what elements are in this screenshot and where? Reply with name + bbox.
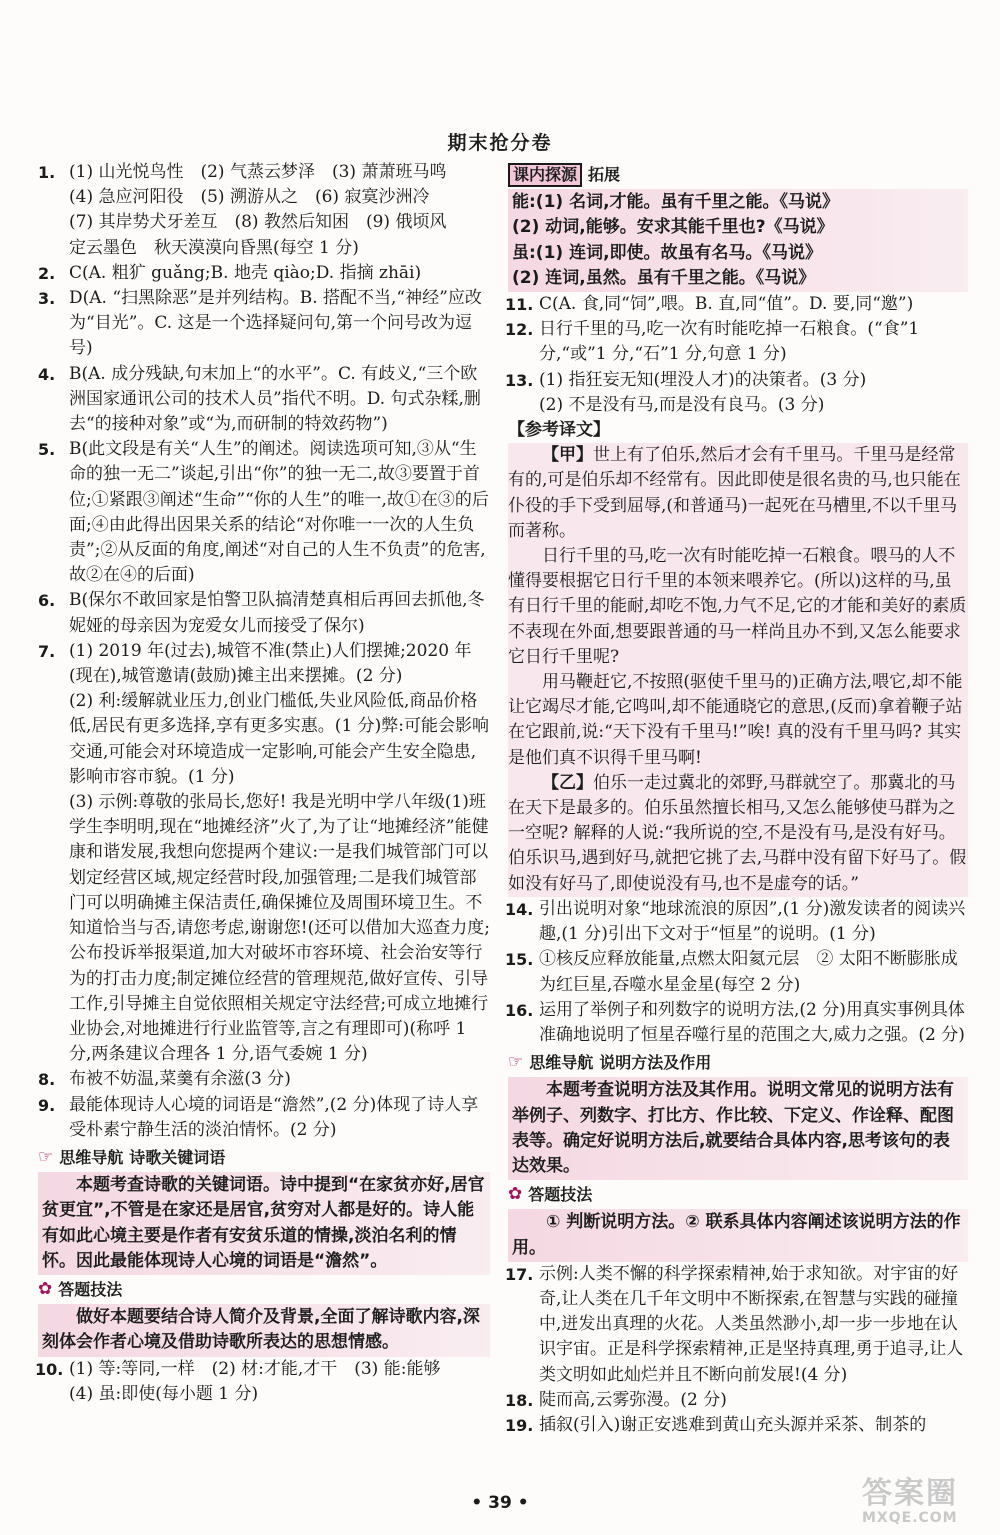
translation-yi-1	[508, 771, 968, 897]
question-number: 16.	[505, 1000, 534, 1020]
page-title: 期末抢分卷	[447, 132, 553, 154]
question-4	[38, 362, 490, 438]
question-number: 14.	[505, 899, 534, 919]
extension-line: 能:(1) 名词,才能。虽有千里之能。《马说》	[512, 192, 840, 213]
thinking-nav-heading	[38, 1145, 490, 1170]
key-icon: ✿	[508, 1184, 523, 1205]
question-16	[505, 998, 968, 1048]
answer-text: ①核反应释放能量,点燃太阳氦元层 ② 太阳不断膨胀成为红巨星,吞噬水星金星(每空 2 分)	[539, 949, 958, 995]
question-number: 3.	[38, 289, 56, 309]
question-3	[38, 286, 490, 362]
answer-tip-text: ① 判断说明方法。② 联系具体内容阐述该说明方法的作用。	[508, 1209, 968, 1261]
question-number: 10.	[35, 1359, 64, 1379]
extension-tag: 课内探源	[508, 163, 582, 187]
left-column	[35, 160, 490, 1407]
yi-tag: 【乙】	[542, 772, 593, 793]
extension-heading	[508, 162, 968, 187]
answer-line: (4) 虽:即使(每小题 1 分)	[69, 1383, 259, 1404]
answer-tip-label: 答题技法	[58, 1279, 123, 1299]
key-icon: ✿	[38, 1278, 53, 1299]
answer-text: 插叙(引入)谢正安逃难到黄山充头源并采茶、制茶的	[539, 1414, 927, 1435]
question-11	[505, 292, 968, 317]
answer-tip-text: 做好本题要结合诗人简介及背景,全面了解诗歌内容,深刻体会作者心境及借助诗歌所表达的思想情感。	[38, 1304, 490, 1356]
question-number: 11.	[505, 295, 534, 315]
watermark-logo	[862, 1478, 990, 1528]
extension-content	[508, 189, 968, 292]
answer-text: 日行千里的马,吃一次有时能吃掉一石粮食。(“食”1 分,“或”1 分,“石”1 分,句意 1 分)	[539, 319, 920, 365]
question-number: 8.	[38, 1070, 56, 1090]
answer-text: 最能体现诗人心境的词语是“澹然”,(2 分)体现了诗人享受朴素宁静生活的淡泊情怀。(2 分)	[69, 1094, 479, 1140]
reference-translation	[508, 418, 968, 897]
answer-tip-label: 答题技法	[528, 1185, 593, 1205]
question-number: 7.	[38, 641, 56, 661]
answer-line: (1) 山光悦鸟性 (2) 气蒸云梦泽 (3) 萧萧班马鸣	[69, 162, 447, 182]
extension-line: (2) 动词,能够。安求其能千里也?《马说》	[512, 217, 834, 238]
answer-text: 示例:人类不懈的科学探索精神,始于求知欲。对宇宙的好奇,让人类在几千年文明中不断探索,在智慧与实践的碰撞中,迸发出真理的火花。人类虽然渺小,却一步一步地在认识宇宙。正是科学探索精神,正是坚持真理,勇于追寻,让人类文明如此灿烂并且不断向前发展!(4 分)	[539, 1263, 964, 1385]
question-5	[38, 437, 490, 588]
thinking-nav-label: 思维导航	[529, 1053, 594, 1073]
translation-text: 伯乐一走过冀北的郊野,马群就空了。那冀北的马在天下是最多的。伯乐虽然擅长相马,又怎么能够使马群为之一空呢? 解释的人说:“我所说的空,不是没有马,是没有好马。伯乐识马,遇到好马,就把它挑了去,马群中没有留下好马了。假如没有好马了,即使说没有马,也不是虚夸的话。”	[508, 772, 967, 894]
answer-tip-box	[508, 1182, 968, 1262]
answer-text: B(此文段是有关“人生”的阐述。阅读选项可知,③从“生命的独一无二”谈起,引出“你”的独一无二,故③要置于首位;①紧跟③阐述“生命”“你的人生”的唯一,故①在③的后面;④由此得出因果关系的结论“对你唯一一次的人生负责”;②从反面的角度,阐述“对自己的人生不负责”的危害,故②在④的后面)	[69, 439, 489, 586]
answer-line: (1) 指狂妄无知(埋没人才)的决策者。(3 分)	[539, 369, 867, 390]
answer-line: (7) 其岸势犬牙差互 (8) 教然后知困 (9) 俄顷风	[69, 212, 447, 233]
answer-text: 布被不妨温,菜羹有余滋(3 分)	[69, 1069, 291, 1090]
answer-text: B(A. 成分残缺,句末加上“的水平”。C. 有歧义,“三个欧洲国家通讯公司的技术人员”指代不明。D. 句式杂糅,删去“的接种对象”或“为,而研制的特效药物”)	[69, 363, 481, 435]
thinking-nav-box	[38, 1145, 490, 1275]
watermark-sub: MXQE.COM	[862, 1510, 958, 1526]
question-number: 6.	[38, 591, 56, 611]
extension-line: 虽:(1) 连词,即使。故虽有名马。《马说》	[512, 242, 823, 263]
answer-part-2: (2) 利:缓解就业压力,创业门槛低,失业风险低,商品价格低,居民有更多选择,享有更多实惠。(1 分)弊:可能会影响交通,可能会对环境造成一定影响,可能会产生安全隐患,影响市容市貌。(1 分)	[69, 691, 490, 787]
pointing-hand-icon: ☞	[508, 1052, 524, 1073]
translation-text: 世上有了伯乐,然后才会有千里马。千里马是经常有的,可是伯乐却不经常有。因此即使是很名贵的马,也只能在仆役的手下受到屈辱,(和普通马)一起死在马槽里,不以千里马而著称。	[508, 445, 961, 541]
question-number: 9.	[38, 1095, 56, 1115]
question-18	[505, 1388, 968, 1413]
answer-text: 运用了举例子和列数字的说明方法,(2 分)用真实事例具体准确地说明了恒星吞噬行星的范围之大,威力之强。(2 分)	[539, 999, 965, 1045]
answer-line: (1) 等:等同,一样 (2) 材:才能,才干 (3) 能:能够	[69, 1358, 441, 1379]
question-6	[38, 588, 490, 638]
question-number: 18.	[505, 1390, 534, 1410]
question-number: 13.	[505, 370, 534, 390]
jia-tag: 【甲】	[542, 445, 593, 466]
answer-line: 定云墨色 秋天漠漠向昏黑(每空 1 分)	[69, 237, 359, 258]
translation-heading: 【参考译文】	[508, 420, 610, 441]
answer-text: 引出说明对象“地球流浪的原因”,(1 分)激发读者的阅读兴趣,(1 分)引出下文对于“恒星”的说明。(1 分)	[539, 898, 966, 945]
question-number: 5.	[38, 440, 56, 460]
question-number: 15.	[505, 950, 534, 970]
question-9	[38, 1093, 490, 1143]
answer-line: (4) 急应河阳役 (5) 溯游从之 (6) 寂寞沙洲冷	[69, 187, 430, 208]
question-15	[505, 947, 968, 997]
thinking-nav-text: 本题考查诗歌的关键词语。诗中提到“在家贫亦好,居官贫更宜”,不管是在家还是居官,贫穷对人都是好的。诗人能有如此心境主要是作者有安贫乐道的情操,淡泊名利的情怀。因此最能体现诗人心境的词语是“澹然”。	[38, 1172, 490, 1275]
answer-tip-box	[38, 1277, 490, 1357]
question-19	[505, 1413, 968, 1438]
question-12	[505, 317, 968, 367]
answer-line: (2) 不是没有马,而是没有良马。(3 分)	[539, 394, 825, 415]
question-number: 17.	[505, 1264, 534, 1284]
answer-text: 陡而高,云雾弥漫。(2 分)	[539, 1389, 727, 1410]
question-2	[38, 261, 490, 286]
answer-tip-heading	[38, 1277, 490, 1302]
question-8	[38, 1067, 490, 1092]
answer-part-1: (1) 2019 年(过去),城管不准(禁止)人们摆摊;2020 年(现在),城管邀请(鼓励)摊主出来摆摊。(2 分)	[69, 640, 472, 687]
extension-line: (2) 连词,虽然。虽有千里之能。《马说》	[512, 267, 816, 288]
question-1	[38, 160, 490, 261]
answer-text: B(保尔不敢回家是怕警卫队搞清楚真相后再回去抓他,冬妮娅的母亲因为宠爱女儿而接受了保尔)	[69, 590, 485, 636]
question-number: 1.	[38, 163, 56, 182]
translation-jia-1	[508, 443, 968, 544]
question-17	[505, 1262, 968, 1388]
extension-box	[508, 162, 968, 292]
question-13	[505, 368, 968, 418]
question-10	[35, 1357, 490, 1407]
thinking-nav-text: 本题考查说明方法及其作用。说明文常见的说明方法有举例子、列数字、打比方、作比较、下定义、作诠释、配图表等。确定好说明方法后,就要结合具体内容,思考该句的表达效果。	[508, 1077, 968, 1180]
answer-text: D(A. “扫黑除恶”是并列结构。B. 搭配不当,“神经”应改为“目光”。C. 这是一个选择疑问句,第一个问号改为逗号)	[69, 288, 482, 359]
extension-label: 拓展	[588, 165, 621, 184]
question-7	[38, 639, 490, 1067]
thinking-nav-topic: 诗歌关键词语	[129, 1147, 226, 1167]
thinking-nav-topic: 说明方法及作用	[599, 1053, 712, 1073]
thinking-nav-box	[508, 1050, 968, 1180]
question-number: 2.	[38, 263, 56, 283]
question-number: 4.	[38, 364, 56, 384]
question-14	[505, 897, 968, 947]
watermark-main: 答案圈	[862, 1476, 958, 1511]
translation-jia-2: 日行千里的马,吃一次有时能吃掉一石粮食。喂马的人不懂得要根据它日行千里的本领来喂养它。(所以)这样的马,虽有日行千里的能耐,却吃不饱,力气不足,它的才能和美好的素质不表现在外面,想要跟普通的马一样尚且办不到,又怎么能要求它日行千里呢?	[508, 544, 968, 670]
question-number: 19.	[505, 1415, 534, 1435]
answer-tip-heading	[508, 1182, 968, 1207]
answer-text: C(A. 粗犷 guǎng;B. 地壳 qiào;D. 指摘 zhāi)	[69, 262, 422, 283]
translation-jia-3: 用马鞭赶它,不按照(驱使千里马的)正确方法,喂它,却不能让它竭尽才能,它鸣叫,却不能通晓它的意思,(反而)拿着鞭子站在它跟前,说:“天下没有千里马!”唉! 真的没有千里马吗? 其实是他们真不识得千里马啊!	[508, 670, 968, 771]
question-number: 12.	[505, 320, 534, 340]
thinking-nav-heading	[508, 1050, 968, 1075]
thinking-nav-label: 思维导航	[59, 1147, 124, 1167]
pointing-hand-icon: ☞	[38, 1146, 54, 1167]
answer-text: C(A. 食,同“饲”,喂。B. 直,同“值”。D. 要,同“邀”)	[539, 294, 914, 315]
page-number: • 39 •	[471, 1493, 529, 1513]
right-column	[505, 160, 968, 1438]
answer-part-3: (3) 示例:尊敬的张局长,您好! 我是光明中学八年级(1)班学生李明明,现在“地摊经济”火了,为了让“地摊经济”能健康和谐发展,我想向您提两个建议:一是我们城管部门可以划定经营区域,规定经营时段,加强管理;二是我们城管部门可以明确摊主保洁责任,确保摊位及周围环境卫生。不知道恰当与否,请您考虑,谢谢您!(还可以借加大巡查力度;公布投诉举报渠道,加大对破坏市容环境、社会治安等行为的打击力度;制定摊位经营的管理规范,做好宣传、引导工作,引导摊主自觉依照相关规定守法经营;可成立地摊行业协会,对地摊进行行业监管等,言之有理即可)(称呼 1 分,两条建议合理各 1 分,语气委婉 1 分)	[69, 792, 490, 1065]
